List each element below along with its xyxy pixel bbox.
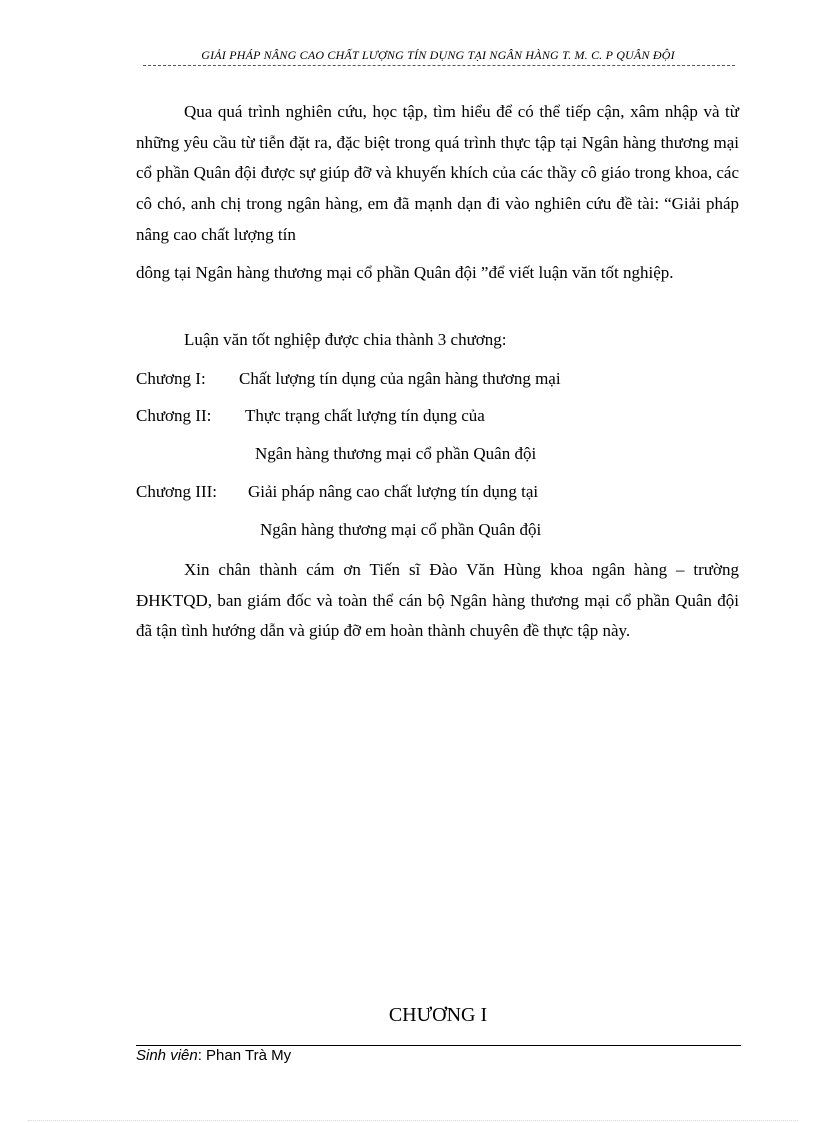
page-border-dots — [28, 1120, 798, 1121]
chapter-label: Chương II: — [136, 406, 212, 425]
chapter-title: Chất lượng tín dụng của ngân hàng thương mại — [239, 369, 561, 388]
structure-intro: Luận văn tốt nghiệp được chia thành 3 chương: — [184, 330, 507, 349]
chapter-label: Chương III: — [136, 482, 217, 501]
footer-student — [136, 1047, 291, 1064]
header-title: GIẢI PHÁP NÂNG CAO CHẤT LƯỢNG TÍN DỤNG TẠI NGÂN HÀNG T. M. C. P QUÂN ĐỘI — [201, 48, 675, 62]
student-name: : Phan Trà My — [197, 1047, 292, 1064]
intro-continuation: dông tại Ngân hàng thương mại cổ phần Quân đội ”để viết luận văn tốt nghiệp. — [136, 263, 674, 282]
student-label: Sinh viên — [136, 1047, 198, 1064]
chapter-title: Giải pháp nâng cao chất lượng tín dụng tại — [248, 482, 539, 501]
chapter-title: Thực trạng chất lượng tín dụng của — [245, 406, 485, 425]
chapter-subtitle: Ngân hàng thương mại cổ phần Quân đội — [260, 520, 542, 539]
chapter-label: Chương I: — [136, 369, 206, 388]
chapter-subtitle: Ngân hàng thương mại cổ phần Quân đội — [255, 444, 537, 463]
thanks-paragraph: Xin chân thành cám ơn Tiến sĩ Đào Văn Hùng khoa ngân hàng – trường ĐHKTQD, ban giám đốc và toàn thể cán bộ Ngân hàng thương mại cổ phần Quân đội đã tận tình hướng dẫn và giúp đỡ em hoàn thành chuyên đề thực tập này. — [136, 560, 739, 641]
chapter-heading: CHƯƠNG I — [388, 1004, 488, 1026]
intro-paragraph: Qua quá trình nghiên cứu, học tập, tìm hiểu để có thể tiếp cận, xâm nhập và từ những yêu cầu từ tiễn đặt ra, đặc biệt trong quá trình thực tập tại Ngân hàng thương mại cổ phần Quân đội được sự giúp đỡ và khuyến khích của các thầy cô giáo trong khoa, các cô chó, anh chị trong ngân hàng, em đã mạnh dạn đi vào nghiên cứu đề tài: “Giải pháp nâng cao chất lượng tín — [136, 102, 739, 244]
header-dashed-rule — [143, 65, 735, 66]
footer-rule — [136, 1045, 741, 1046]
